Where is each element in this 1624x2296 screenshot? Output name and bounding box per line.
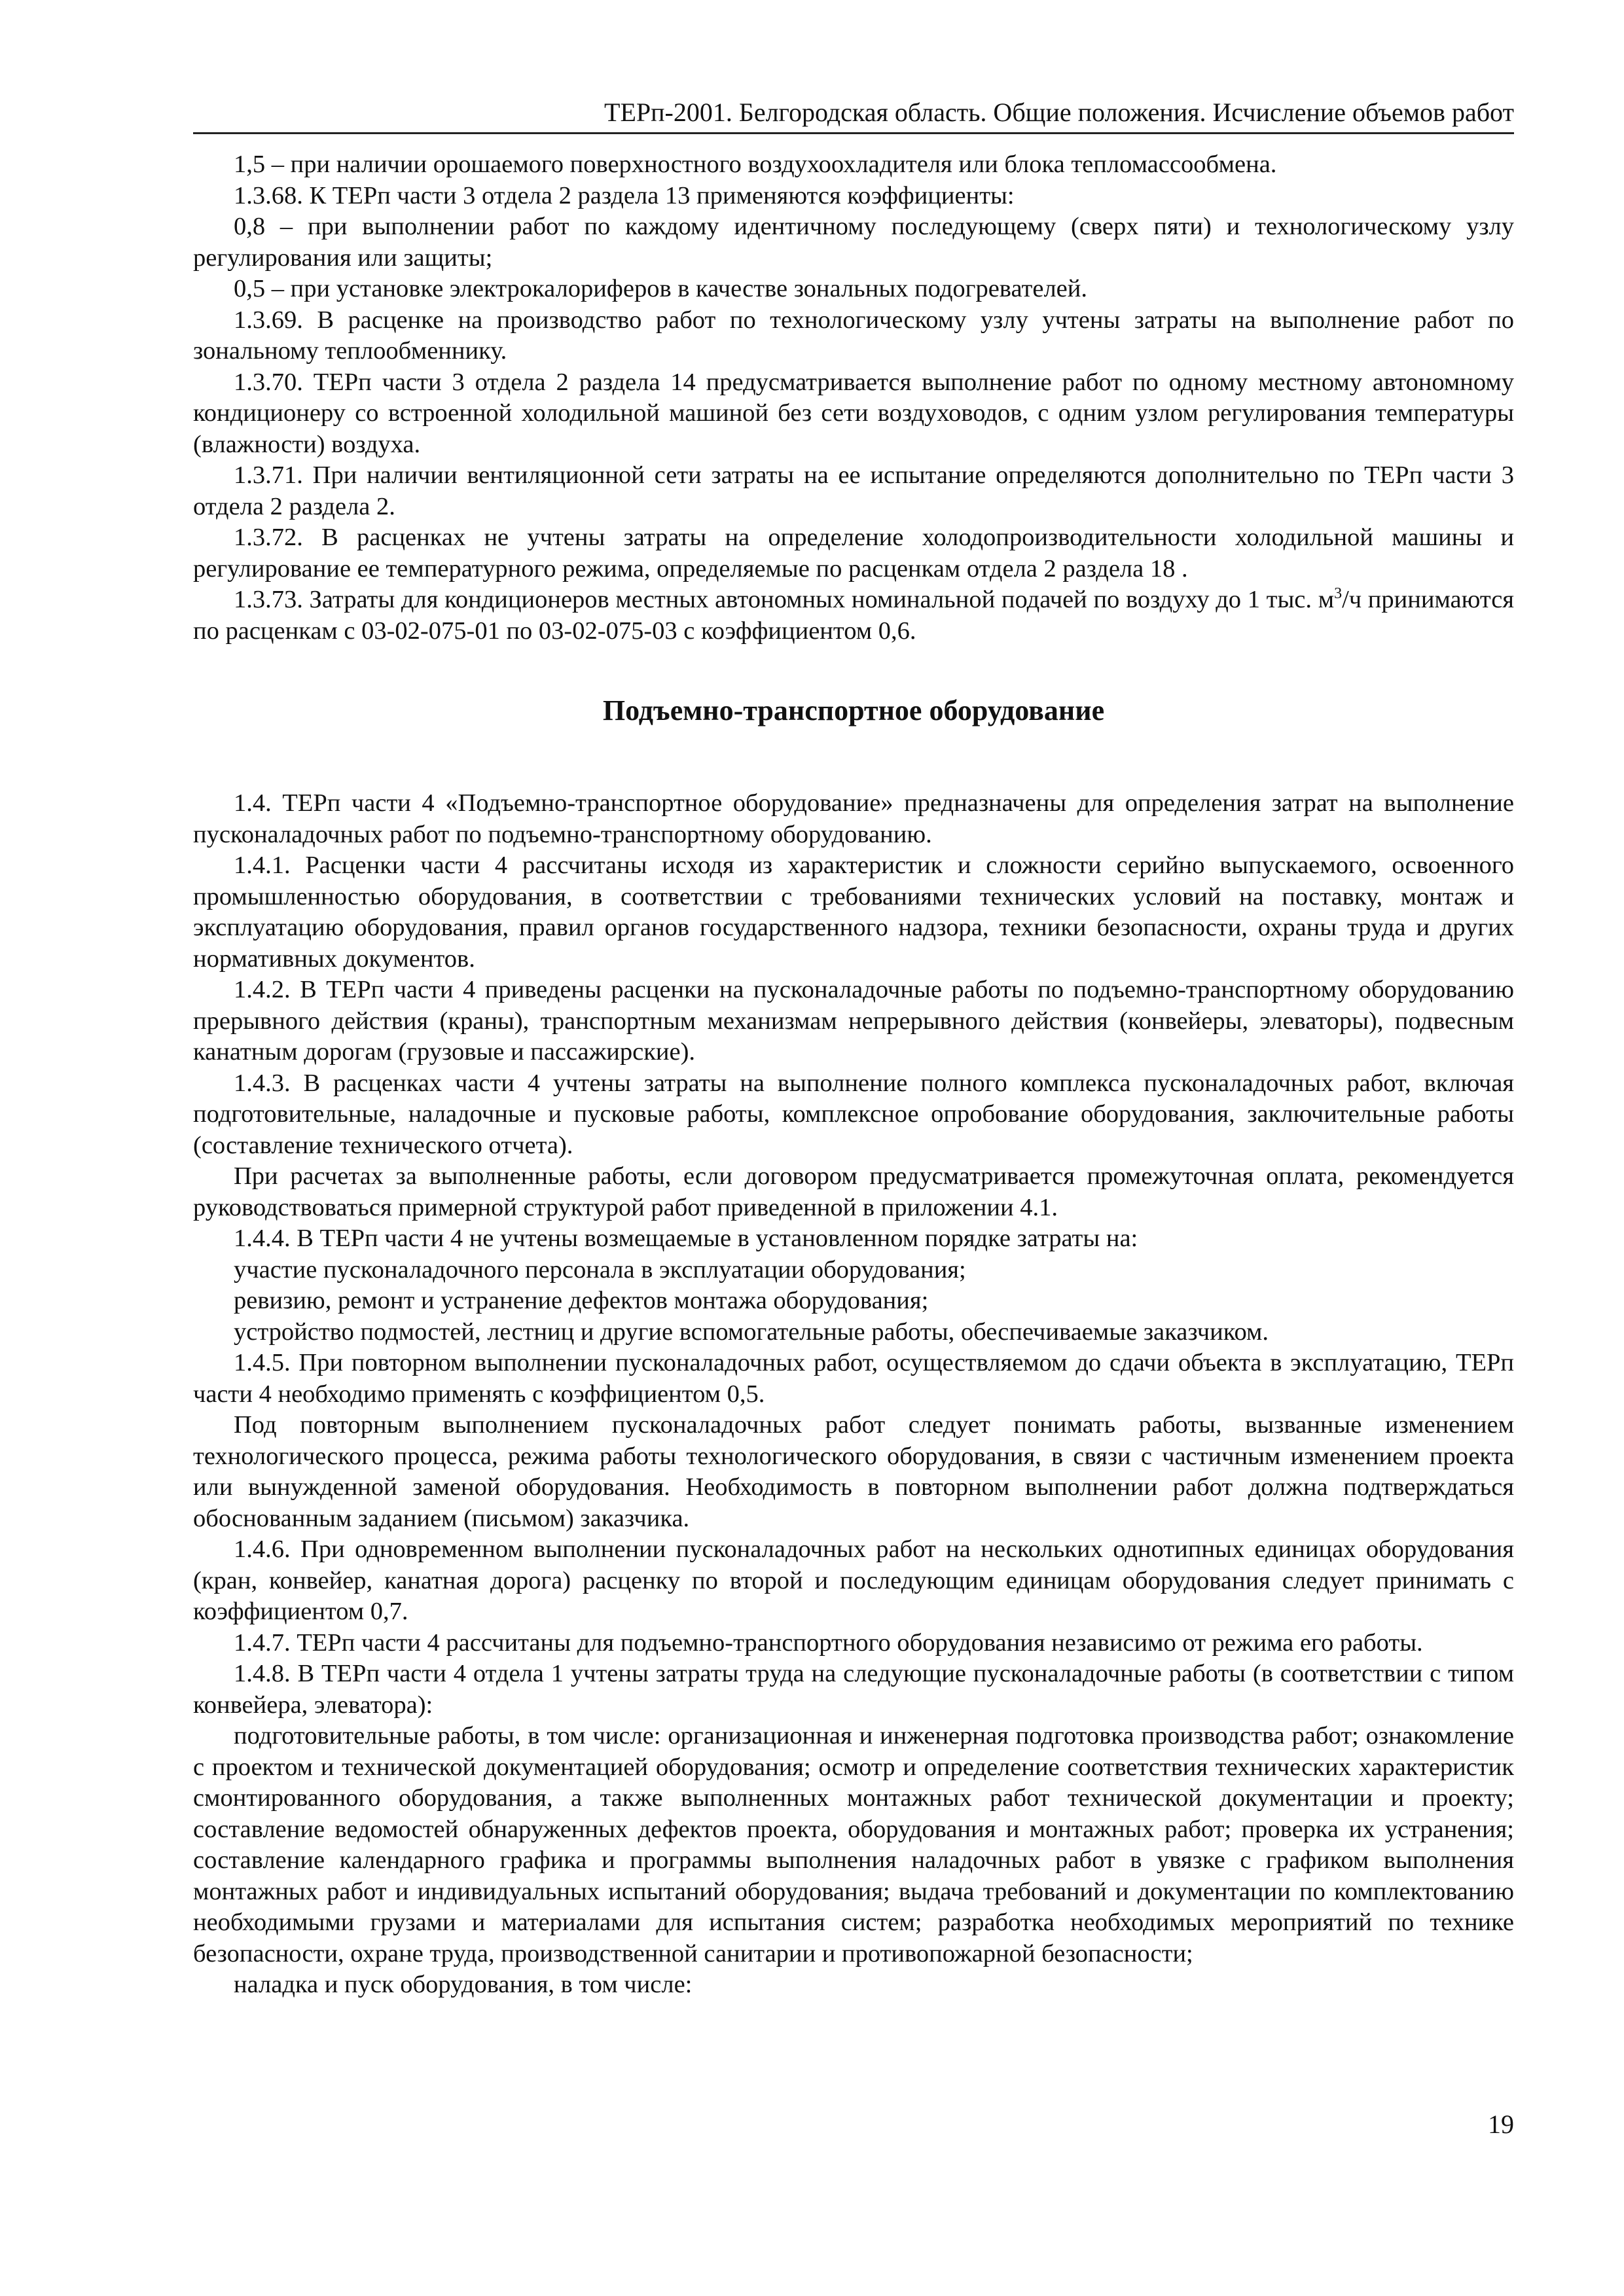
- paragraph: При расчетах за выполненные работы, если договором предусматривается промежуточная оплата, рекомендуется руководствоваться примерной структурой работ приведенной в приложении 4.1.: [193, 1162, 1514, 1221]
- paragraph: 1.4.7. ТЕРп части 4 рассчитаны для подъемно-транспортного оборудования независимо от режима его работы.: [234, 1628, 1423, 1657]
- paragraph: 1.4. ТЕРп части 4 «Подъемно-транспортное оборудование» предназначены для определения затрат на выполнение пусконаладочных работ по подъемно-транспортному оборудованию.: [193, 789, 1514, 848]
- paragraph: 1.3.72. В расценках не учтены затраты на определение холодопроизводительности холодильной машины и регулирование ее температурного режима, определяемые по расценкам отдела 2 раздела 18 .: [193, 524, 1514, 583]
- page-content: [193, 149, 1514, 2001]
- paragraph: Под повторным выполнением пусконаладочных работ следует понимать работы, вызванные изменением технологического процесса, режима работы технологического оборудования, в связи с частичным изменением проекта или вынужденной заменой оборудования. Необходимость в повторном выполнении работ должна подтверждаться обоснованным заданием (письмом) заказчика.: [193, 1411, 1514, 1532]
- list-item: устройство подмостей, лестниц и другие вспомогательные работы, обеспечиваемые заказчиком.: [234, 1318, 1269, 1346]
- section-title: Подъемно-транспортное оборудование: [602, 694, 1105, 726]
- paragraph: 1.3.69. В расценке на производство работ по технологическому узлу учтены затраты на выполнение работ по зональному теплообменнику.: [193, 306, 1514, 365]
- paragraph: подготовительные работы, в том числе: организационная и инженерная подготовка производства работ; ознакомление с проектом и технической документацией оборудования; осмотр и определение соответствия технических характеристик смонтированного оборудования, а также выполненных монтажных работ технической документации и проекту; составление ведомостей обнаруженных дефектов проекта, оборудования и монтажных работ; проверка их устранения; составление календарного графика и программы выполнения наладочных работ в увязке с графиком выполнения монтажных работ и индивидуальных испытаний оборудования; выдача требований и документации по комплектованию необходимыми грузами и материалами для испытания систем; разработка необходимых мероприятий по технике безопасности, охране труда, производственной санитарии и противопожарной безопасности;: [193, 1722, 1514, 1967]
- paragraph: 1,5 – при наличии орошаемого поверхностного воздухоохладителя или блока тепломассообмена.: [234, 151, 1277, 178]
- paragraph: 0,8 – при выполнении работ по каждому идентичному последующему (сверх пяти) и технологическому узлу регулирования или защиты;: [193, 213, 1514, 272]
- paragraph: 0,5 – при установке электрокалориферов в качестве зональных подогревателей.: [234, 275, 1087, 302]
- paragraph: 1.4.4. В ТЕРп части 4 не учтены возмещаемые в установленном порядке затраты на:: [234, 1225, 1138, 1252]
- paragraph: 1.4.3. В расценках части 4 учтены затраты на выполнение полного комплекса пусконаладочных работ, включая подготовительные, наладочные и пусковые работы, комплексное опробование оборудования, заключительные работы (составление технического отчета).: [193, 1069, 1514, 1159]
- list-item: участие пусконаладочного персонала в эксплуатации оборудования;: [234, 1255, 966, 1283]
- paragraph: 1.4.1. Расценки части 4 рассчитаны исходя из характеристик и сложности серийно выпускаемого, освоенного промышленностью оборудования, в соответствии с требованиями технических условий на поставку, монтаж и эксплуатацию оборудования, правил органов государственного надзора, техники безопасности, охраны труда и других нормативных документов.: [193, 852, 1514, 973]
- paragraph: 1.4.6. При одновременном выполнении пусконаладочных работ на нескольких однотипных единицах оборудования (кран, конвейер, канатная дорога) расценку по второй и последующим единицам оборудования следует принимать с коэффициентом 0,7.: [193, 1535, 1514, 1625]
- list-item: ревизию, ремонт и устранение дефектов монтажа оборудования;: [234, 1287, 929, 1314]
- paragraph: 1.3.68. К ТЕРп части 3 отдела 2 раздела 13 применяются коэффициенты:: [234, 181, 1015, 209]
- paragraph: 1.4.8. В ТЕРп части 4 отдела 1 учтены затраты труда на следующие пусконаладочные работы (в соответствии с типом конвейера, элеватора):: [193, 1660, 1514, 1719]
- superscript: 3: [1334, 585, 1343, 603]
- page-number: 19: [1488, 2109, 1514, 2139]
- paragraph-1-3-73: [193, 584, 1514, 647]
- running-header: ТЕРп-2001. Белгородская область. Общие положения. Исчисление объемов работ: [193, 97, 1514, 134]
- paragraph: 1.3.70. ТЕРп части 3 отдела 2 раздела 14 предусматривается выполнение работ по одному местному автономному кондиционеру со встроенной холодильной машиной без сети воздуховодов, с одним узлом регулирования температуры (влажности) воздуха.: [193, 368, 1514, 458]
- paragraph-text: 1.3.73. Затраты для кондиционеров местных автономных номинальной подачей по воздуху до 1 тыс. м: [234, 586, 1335, 613]
- paragraph: 1.4.2. В ТЕРп части 4 приведены расценки на пусконаладочные работы по подъемно-транспортному оборудованию прерывного действия (краны), транспортным механизмам непрерывного действия (конвейеры, элеваторы), подвесным канатным дорогам (грузовые и пассажирские).: [193, 976, 1514, 1066]
- paragraph-text: /ч принимаются по расценкам с 03-02-075-01 по 03-02-075-03 с коэффициентом 0,6.: [193, 586, 1514, 645]
- paragraph: 1.4.5. При повторном выполнении пусконаладочных работ, осуществляемом до сдачи объекта в эксплуатацию, ТЕРп части 4 необходимо применять с коэффициентом 0,5.: [193, 1349, 1514, 1408]
- paragraph: наладка и пуск оборудования, в том числе:: [234, 1971, 693, 1998]
- paragraph: 1.3.71. При наличии вентиляционной сети затраты на ее испытание определяются дополнительно по ТЕРп части 3 отдела 2 раздела 2.: [193, 461, 1514, 520]
